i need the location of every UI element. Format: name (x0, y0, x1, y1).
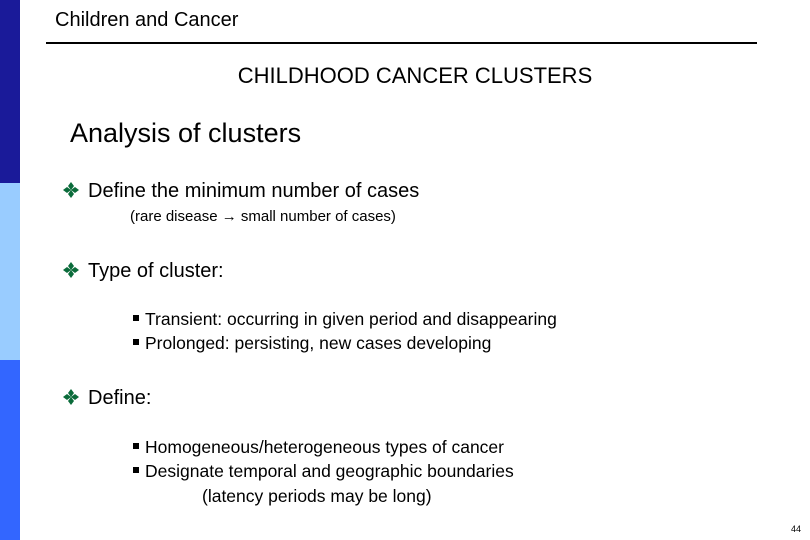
sidebar-stripe-bottom (0, 360, 20, 540)
slide-title-text: CHILDHOOD CANCER CLUSTERS (237, 63, 593, 88)
sub-item (133, 308, 557, 330)
sub-item (133, 436, 504, 458)
page-number: 44 (790, 524, 801, 534)
bullet-item (62, 179, 419, 203)
slide-subtitle: Analysis of clusters (70, 118, 302, 148)
sub-item-text: Homogeneous/heterogeneous types of cancer (145, 437, 504, 457)
diamond-bullet-icon (62, 261, 80, 279)
slide-title (0, 62, 810, 90)
bullet-text: Define: (88, 387, 152, 409)
sidebar-stripe-top (0, 0, 20, 183)
square-bullet-icon (133, 339, 139, 345)
bullet-item (62, 386, 151, 410)
diamond-bullet-icon (62, 388, 80, 406)
bullet-text: Type of cluster: (88, 260, 224, 282)
square-bullet-icon (133, 315, 139, 321)
sub-item (133, 332, 491, 354)
sub-item (133, 460, 514, 482)
sidebar-stripe-middle (0, 183, 20, 360)
bullet-text: Define the minimum number of cases (88, 180, 420, 202)
sub-item-text: Prolonged: persisting, new cases developing (145, 333, 492, 353)
sub-item-text: Designate temporal and geographic boundaries (145, 461, 514, 481)
square-bullet-icon (133, 443, 139, 449)
bullet-item (62, 259, 224, 283)
bullet-note: (rare disease → small number of cases) (130, 208, 396, 225)
header-divider (46, 42, 757, 44)
diamond-bullet-icon (62, 181, 80, 199)
header-title: Children and Cancer (55, 9, 239, 31)
sub-item-note: (latency periods may be long) (202, 486, 432, 506)
sub-item-text: Transient: occurring in given period and disappearing (145, 309, 557, 329)
square-bullet-icon (133, 467, 139, 473)
